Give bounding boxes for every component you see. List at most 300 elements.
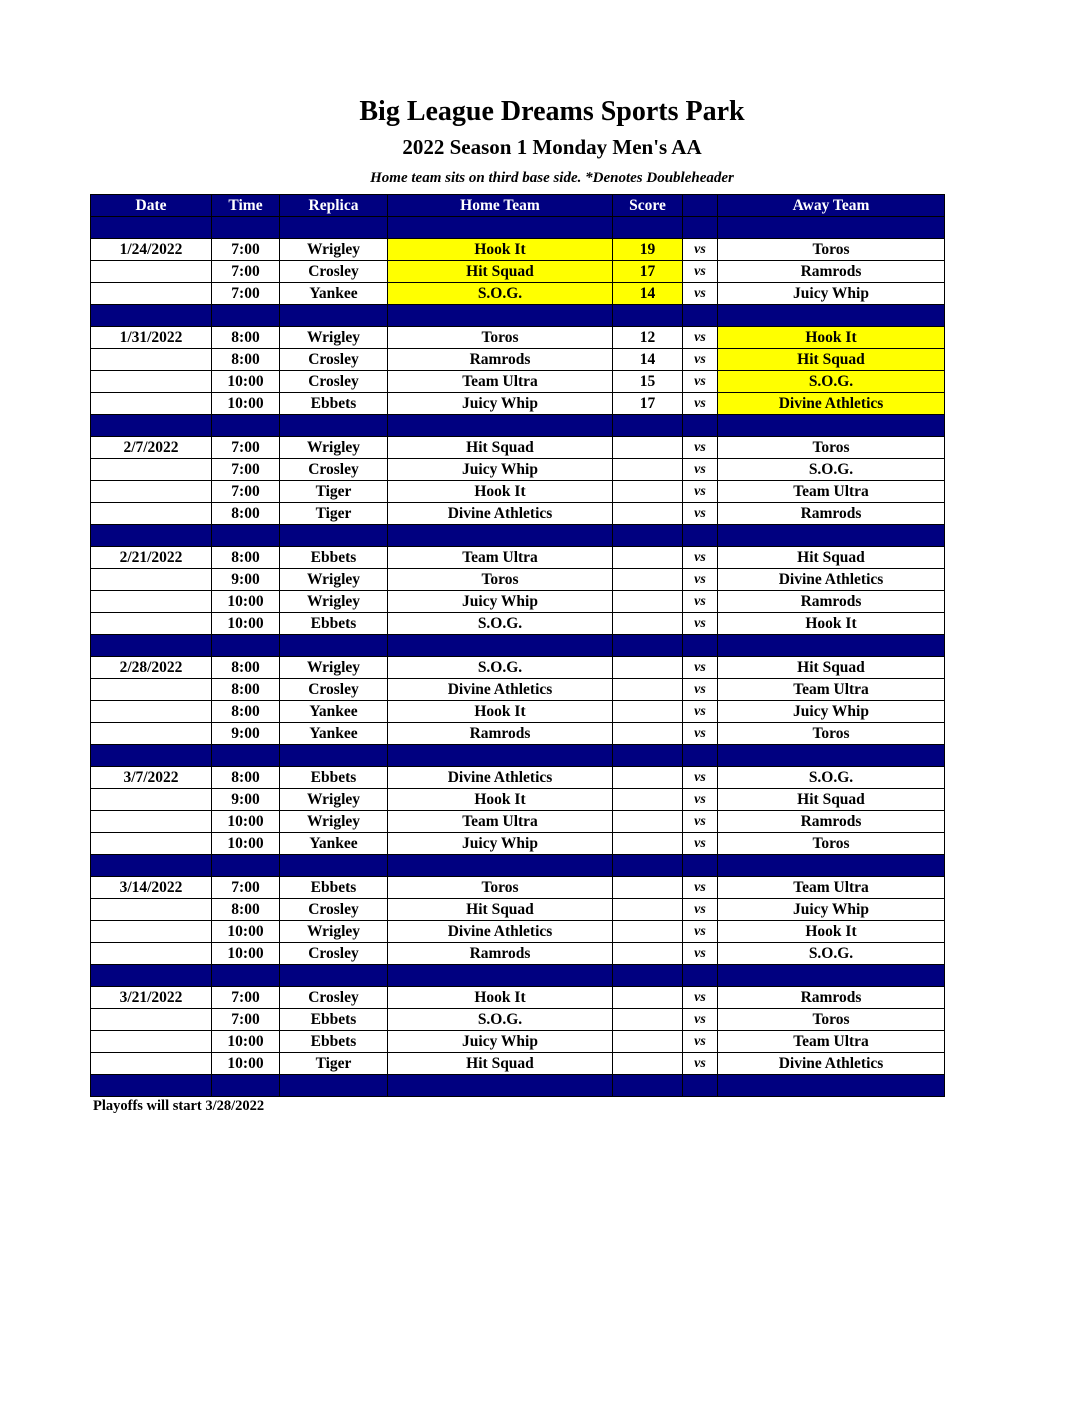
away-team: Divine Athletics <box>718 393 945 415</box>
home-team: S.O.G. <box>388 1009 613 1031</box>
game-score <box>613 921 683 943</box>
home-team: Ramrods <box>388 943 613 965</box>
vs-label: vs <box>683 723 718 745</box>
game-replica: Crosley <box>280 371 388 393</box>
week-separator-row <box>91 855 945 877</box>
game-time: 8:00 <box>212 327 280 349</box>
vs-label: vs <box>683 239 718 261</box>
separator-cell <box>212 1075 280 1097</box>
home-team: S.O.G. <box>388 613 613 635</box>
away-team: Ramrods <box>718 261 945 283</box>
home-team: Divine Athletics <box>388 679 613 701</box>
game-time: 9:00 <box>212 569 280 591</box>
game-date <box>91 833 212 855</box>
week-separator-row <box>91 1075 945 1097</box>
game-date <box>91 261 212 283</box>
game-date <box>91 789 212 811</box>
game-score: 12 <box>613 327 683 349</box>
game-row <box>91 701 945 723</box>
game-row <box>91 613 945 635</box>
separator-cell <box>91 745 212 767</box>
away-team: Hook It <box>718 613 945 635</box>
vs-label: vs <box>683 503 718 525</box>
home-team: Toros <box>388 569 613 591</box>
game-replica: Ebbets <box>280 767 388 789</box>
game-date: 3/21/2022 <box>91 987 212 1009</box>
home-team: Divine Athletics <box>388 503 613 525</box>
header-replica: Replica <box>280 195 388 217</box>
game-time: 8:00 <box>212 349 280 371</box>
home-team: Juicy Whip <box>388 1031 613 1053</box>
game-date <box>91 349 212 371</box>
away-team: Hit Squad <box>718 547 945 569</box>
vs-label: vs <box>683 833 718 855</box>
game-date <box>91 591 212 613</box>
separator-cell <box>388 217 613 239</box>
game-time: 10:00 <box>212 1031 280 1053</box>
separator-cell <box>280 745 388 767</box>
separator-cell <box>683 1075 718 1097</box>
separator-cell <box>718 855 945 877</box>
game-time: 8:00 <box>212 701 280 723</box>
game-score: 19 <box>613 239 683 261</box>
game-score <box>613 569 683 591</box>
game-date <box>91 921 212 943</box>
home-team: Divine Athletics <box>388 921 613 943</box>
separator-cell <box>683 305 718 327</box>
game-time: 8:00 <box>212 657 280 679</box>
game-score <box>613 833 683 855</box>
away-team: Team Ultra <box>718 877 945 899</box>
game-replica: Yankee <box>280 283 388 305</box>
vs-label: vs <box>683 789 718 811</box>
vs-label: vs <box>683 1009 718 1031</box>
away-team: Hook It <box>718 327 945 349</box>
separator-cell <box>683 745 718 767</box>
week-separator-row <box>91 635 945 657</box>
week-separator-row <box>91 415 945 437</box>
separator-cell <box>718 305 945 327</box>
header-away-team: Away Team <box>718 195 945 217</box>
game-replica: Ebbets <box>280 393 388 415</box>
separator-cell <box>613 305 683 327</box>
game-date <box>91 393 212 415</box>
separator-cell <box>388 745 613 767</box>
game-replica: Wrigley <box>280 657 388 679</box>
game-score <box>613 943 683 965</box>
away-team: Toros <box>718 1009 945 1031</box>
game-date <box>91 679 212 701</box>
separator-cell <box>212 745 280 767</box>
vs-label: vs <box>683 613 718 635</box>
vs-label: vs <box>683 437 718 459</box>
game-row <box>91 393 945 415</box>
game-date <box>91 371 212 393</box>
game-row <box>91 481 945 503</box>
vs-label: vs <box>683 371 718 393</box>
game-date <box>91 613 212 635</box>
schedule-note: Home team sits on third base side. *Denotes Doubleheader <box>370 170 734 186</box>
separator-cell <box>613 745 683 767</box>
game-score <box>613 723 683 745</box>
separator-cell <box>718 745 945 767</box>
game-date: 2/28/2022 <box>91 657 212 679</box>
separator-cell <box>718 635 945 657</box>
game-score <box>613 767 683 789</box>
vs-label: vs <box>683 877 718 899</box>
separator-cell <box>388 855 613 877</box>
game-date <box>91 723 212 745</box>
vs-label: vs <box>683 679 718 701</box>
game-time: 8:00 <box>212 899 280 921</box>
separator-cell <box>91 855 212 877</box>
game-score <box>613 877 683 899</box>
vs-label: vs <box>683 569 718 591</box>
page-subtitle: 2022 Season 1 Monday Men's AA <box>402 135 702 159</box>
vs-label: vs <box>683 943 718 965</box>
home-team: Team Ultra <box>388 811 613 833</box>
page-title: Big League Dreams Sports Park <box>359 96 745 127</box>
game-date <box>91 1053 212 1075</box>
home-team: Hook It <box>388 239 613 261</box>
game-score: 14 <box>613 349 683 371</box>
game-replica: Wrigley <box>280 437 388 459</box>
vs-label: vs <box>683 657 718 679</box>
game-row <box>91 921 945 943</box>
game-row <box>91 943 945 965</box>
week-separator-row <box>91 525 945 547</box>
game-score <box>613 899 683 921</box>
away-team: Toros <box>718 437 945 459</box>
game-row <box>91 283 945 305</box>
home-team: Juicy Whip <box>388 833 613 855</box>
separator-cell <box>280 965 388 987</box>
game-row <box>91 723 945 745</box>
game-time: 10:00 <box>212 921 280 943</box>
home-team: Juicy Whip <box>388 393 613 415</box>
game-row <box>91 239 945 261</box>
game-time: 10:00 <box>212 1053 280 1075</box>
game-score <box>613 591 683 613</box>
game-date: 1/24/2022 <box>91 239 212 261</box>
game-row <box>91 877 945 899</box>
home-team: Ramrods <box>388 723 613 745</box>
game-replica: Crosley <box>280 987 388 1009</box>
header-score: Score <box>613 195 683 217</box>
home-team: Team Ultra <box>388 371 613 393</box>
separator-cell <box>718 415 945 437</box>
away-team: S.O.G. <box>718 943 945 965</box>
separator-cell <box>613 965 683 987</box>
separator-cell <box>280 1075 388 1097</box>
vs-label: vs <box>683 811 718 833</box>
vs-label: vs <box>683 283 718 305</box>
vs-label: vs <box>683 459 718 481</box>
separator-cell <box>613 217 683 239</box>
header-vs <box>683 195 718 217</box>
home-team: Hook It <box>388 481 613 503</box>
away-team: Juicy Whip <box>718 701 945 723</box>
game-replica: Crosley <box>280 261 388 283</box>
game-row <box>91 371 945 393</box>
separator-cell <box>718 965 945 987</box>
game-score <box>613 701 683 723</box>
separator-cell <box>212 415 280 437</box>
game-row <box>91 569 945 591</box>
home-team: Ramrods <box>388 349 613 371</box>
week-separator-row <box>91 965 945 987</box>
game-row <box>91 547 945 569</box>
game-score <box>613 657 683 679</box>
game-date <box>91 481 212 503</box>
game-row <box>91 811 945 833</box>
away-team: Juicy Whip <box>718 283 945 305</box>
game-date <box>91 283 212 305</box>
game-replica: Yankee <box>280 723 388 745</box>
game-replica: Crosley <box>280 899 388 921</box>
game-replica: Yankee <box>280 833 388 855</box>
separator-cell <box>388 305 613 327</box>
separator-cell <box>683 217 718 239</box>
separator-cell <box>212 855 280 877</box>
game-score <box>613 503 683 525</box>
separator-cell <box>683 965 718 987</box>
game-row <box>91 767 945 789</box>
game-score <box>613 811 683 833</box>
home-team: Toros <box>388 327 613 349</box>
game-score <box>613 679 683 701</box>
vs-label: vs <box>683 921 718 943</box>
separator-cell <box>613 1075 683 1097</box>
vs-label: vs <box>683 547 718 569</box>
vs-label: vs <box>683 987 718 1009</box>
game-date: 2/21/2022 <box>91 547 212 569</box>
home-team: Hook It <box>388 701 613 723</box>
vs-label: vs <box>683 1031 718 1053</box>
game-replica: Ebbets <box>280 1031 388 1053</box>
away-team: Divine Athletics <box>718 569 945 591</box>
game-replica: Wrigley <box>280 239 388 261</box>
game-date <box>91 811 212 833</box>
game-date <box>91 701 212 723</box>
game-replica: Crosley <box>280 679 388 701</box>
game-replica: Yankee <box>280 701 388 723</box>
away-team: Hit Squad <box>718 657 945 679</box>
away-team: Team Ultra <box>718 481 945 503</box>
game-score <box>613 613 683 635</box>
home-team: S.O.G. <box>388 657 613 679</box>
away-team: S.O.G. <box>718 767 945 789</box>
game-date: 3/7/2022 <box>91 767 212 789</box>
separator-cell <box>683 525 718 547</box>
home-team: Hit Squad <box>388 1053 613 1075</box>
separator-cell <box>718 525 945 547</box>
home-team: Hit Squad <box>388 261 613 283</box>
header-row <box>91 195 945 217</box>
game-replica: Wrigley <box>280 811 388 833</box>
game-replica: Wrigley <box>280 789 388 811</box>
game-row <box>91 591 945 613</box>
away-team: Divine Athletics <box>718 1053 945 1075</box>
away-team: S.O.G. <box>718 459 945 481</box>
separator-cell <box>212 305 280 327</box>
game-date <box>91 1031 212 1053</box>
game-date <box>91 943 212 965</box>
separator-cell <box>613 415 683 437</box>
game-date <box>91 459 212 481</box>
schedule-table <box>90 194 945 1097</box>
vs-label: vs <box>683 701 718 723</box>
away-team: Hook It <box>718 921 945 943</box>
home-team: Juicy Whip <box>388 459 613 481</box>
game-row <box>91 1053 945 1075</box>
game-replica: Crosley <box>280 349 388 371</box>
game-score <box>613 459 683 481</box>
separator-cell <box>388 525 613 547</box>
home-team: Hit Squad <box>388 899 613 921</box>
vs-label: vs <box>683 767 718 789</box>
game-replica: Ebbets <box>280 877 388 899</box>
game-row <box>91 1009 945 1031</box>
home-team: Juicy Whip <box>388 591 613 613</box>
game-score <box>613 987 683 1009</box>
game-time: 7:00 <box>212 459 280 481</box>
separator-cell <box>280 855 388 877</box>
separator-cell <box>280 525 388 547</box>
away-team: Team Ultra <box>718 679 945 701</box>
separator-cell <box>683 855 718 877</box>
game-date: 1/31/2022 <box>91 327 212 349</box>
game-date <box>91 503 212 525</box>
playoffs-note: Playoffs will start 3/28/2022 <box>93 1098 265 1114</box>
home-team: S.O.G. <box>388 283 613 305</box>
game-replica: Tiger <box>280 503 388 525</box>
separator-cell <box>91 217 212 239</box>
game-row <box>91 657 945 679</box>
home-team: Hook It <box>388 987 613 1009</box>
header-time: Time <box>212 195 280 217</box>
separator-cell <box>280 305 388 327</box>
away-team: Toros <box>718 239 945 261</box>
game-score <box>613 481 683 503</box>
game-row <box>91 261 945 283</box>
game-score: 17 <box>613 393 683 415</box>
game-score <box>613 437 683 459</box>
game-time: 8:00 <box>212 767 280 789</box>
game-score: 17 <box>613 261 683 283</box>
game-replica: Ebbets <box>280 1009 388 1031</box>
game-score <box>613 1009 683 1031</box>
separator-cell <box>388 965 613 987</box>
game-time: 7:00 <box>212 987 280 1009</box>
separator-cell <box>683 635 718 657</box>
game-row <box>91 437 945 459</box>
separator-cell <box>91 525 212 547</box>
game-time: 7:00 <box>212 437 280 459</box>
week-separator-row <box>91 745 945 767</box>
game-time: 10:00 <box>212 371 280 393</box>
game-replica: Wrigley <box>280 591 388 613</box>
home-team: Hit Squad <box>388 437 613 459</box>
game-replica: Wrigley <box>280 569 388 591</box>
home-team: Hook It <box>388 789 613 811</box>
separator-cell <box>212 965 280 987</box>
game-date <box>91 899 212 921</box>
separator-cell <box>613 635 683 657</box>
game-time: 8:00 <box>212 503 280 525</box>
separator-cell <box>212 217 280 239</box>
away-team: Toros <box>718 723 945 745</box>
game-replica: Tiger <box>280 481 388 503</box>
schedule-body <box>91 217 945 1097</box>
game-time: 7:00 <box>212 877 280 899</box>
game-time: 10:00 <box>212 591 280 613</box>
game-time: 10:00 <box>212 811 280 833</box>
game-date: 3/14/2022 <box>91 877 212 899</box>
vs-label: vs <box>683 393 718 415</box>
separator-cell <box>613 525 683 547</box>
vs-label: vs <box>683 261 718 283</box>
game-time: 7:00 <box>212 481 280 503</box>
vs-label: vs <box>683 349 718 371</box>
away-team: S.O.G. <box>718 371 945 393</box>
game-row <box>91 789 945 811</box>
separator-cell <box>683 415 718 437</box>
game-score <box>613 1031 683 1053</box>
vs-label: vs <box>683 591 718 613</box>
game-score <box>613 789 683 811</box>
vs-label: vs <box>683 1053 718 1075</box>
separator-cell <box>91 415 212 437</box>
separator-cell <box>718 217 945 239</box>
separator-cell <box>212 525 280 547</box>
header-home-team: Home Team <box>388 195 613 217</box>
separator-cell <box>718 1075 945 1097</box>
game-date: 2/7/2022 <box>91 437 212 459</box>
game-row <box>91 503 945 525</box>
header-date: Date <box>91 195 212 217</box>
game-time: 7:00 <box>212 283 280 305</box>
separator-cell <box>388 415 613 437</box>
away-team: Ramrods <box>718 987 945 1009</box>
separator-cell <box>280 415 388 437</box>
game-replica: Wrigley <box>280 327 388 349</box>
game-time: 9:00 <box>212 789 280 811</box>
week-separator-row <box>91 217 945 239</box>
separator-cell <box>91 1075 212 1097</box>
away-team: Hit Squad <box>718 789 945 811</box>
week-separator-row <box>91 305 945 327</box>
game-row <box>91 349 945 371</box>
game-time: 7:00 <box>212 239 280 261</box>
separator-cell <box>280 635 388 657</box>
game-score: 14 <box>613 283 683 305</box>
away-team: Ramrods <box>718 503 945 525</box>
away-team: Ramrods <box>718 811 945 833</box>
game-time: 9:00 <box>212 723 280 745</box>
game-row <box>91 833 945 855</box>
game-replica: Tiger <box>280 1053 388 1075</box>
separator-cell <box>91 305 212 327</box>
separator-cell <box>280 217 388 239</box>
game-time: 10:00 <box>212 393 280 415</box>
away-team: Team Ultra <box>718 1031 945 1053</box>
separator-cell <box>388 635 613 657</box>
away-team: Hit Squad <box>718 349 945 371</box>
game-row <box>91 459 945 481</box>
game-date <box>91 569 212 591</box>
separator-cell <box>212 635 280 657</box>
